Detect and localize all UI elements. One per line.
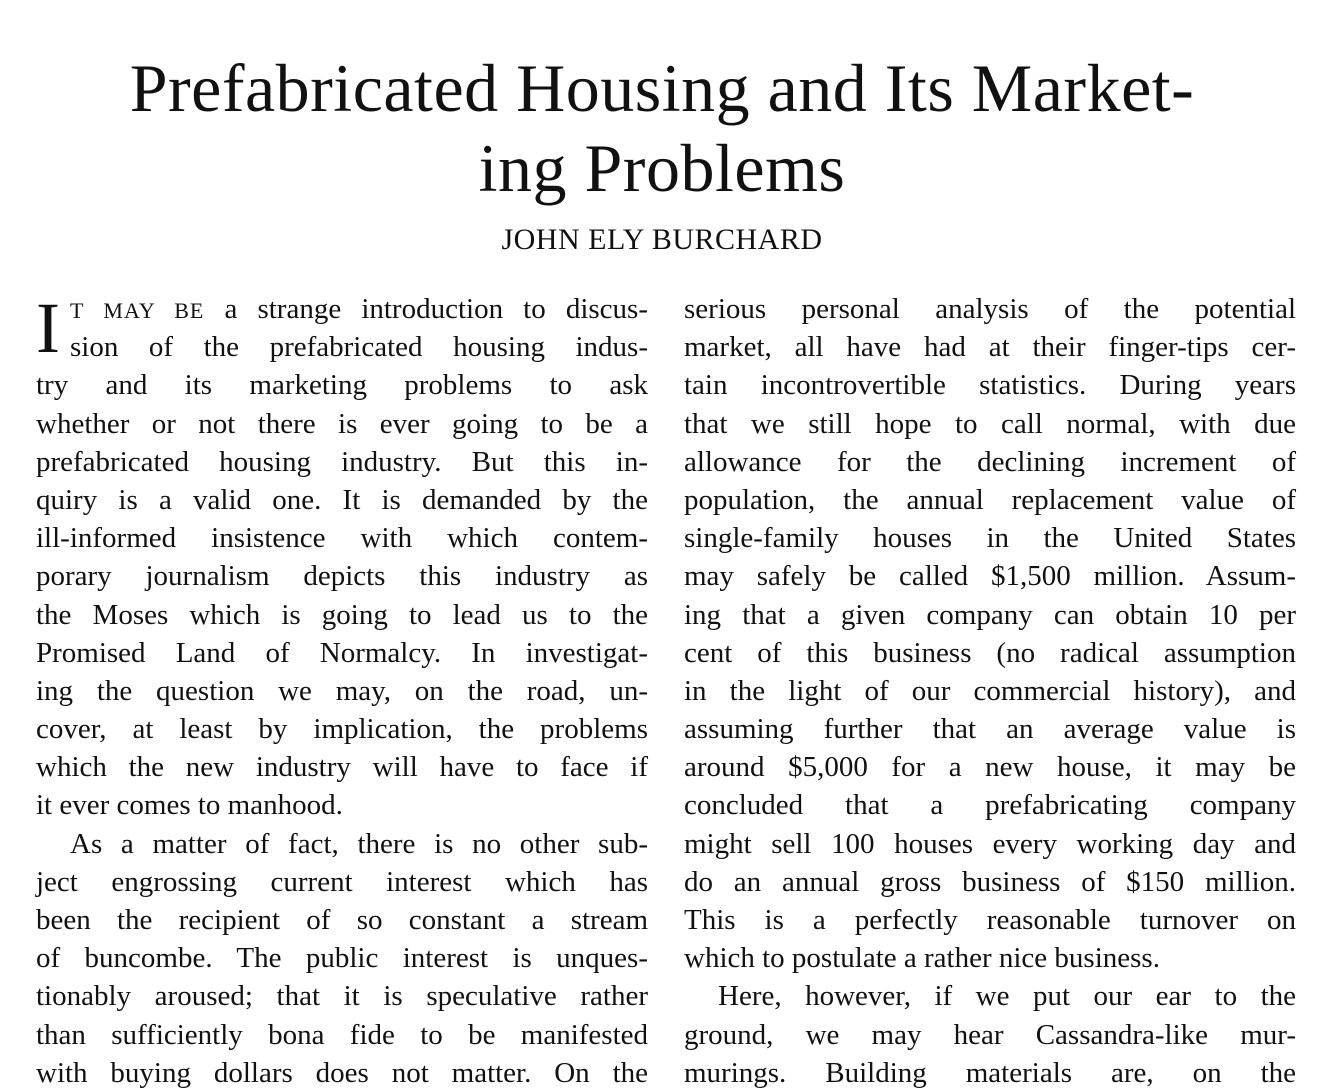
text-line: murings. Building materials are, on the [684,1056,1296,1089]
text-line: may safely be called $1,500 million. Assum- [684,560,1296,593]
text-line: porary journalism depicts this industry as [36,560,648,593]
text-line-rest: a strange introduction to discus- [224,293,648,325]
text-line: As a matter of fact, there is no other sub- [70,827,648,860]
text-line: single-family houses in the United States [684,522,1296,555]
text-line: prefabricated housing industry. But this in- [36,445,648,478]
text-line: ing the question we may, on the road, un- [36,674,648,707]
text-line: it ever comes to manhood. [36,789,343,822]
text-line: of buncombe. The public interest is unques- [36,942,648,975]
text-line: been the recipient of so constant a stream [36,904,648,936]
text-line: tionably aroused; that it is speculative rather [36,980,648,1013]
article-author: JOHN ELY BURCHARD [501,223,823,256]
text-line [36,290,648,328]
text-line: which the new industry will have to face if [36,751,648,784]
text-line: whether or not there is ever going to be a [36,407,648,440]
text-line: do an annual gross business of $150 million. [684,865,1296,898]
text-line: sion of the prefabricated housing indus- [70,331,648,364]
text-line: ing that a given company can obtain 10 per [684,598,1296,631]
title-line-1: Prefabricated Housing and Its Market- [129,50,1195,126]
text-line: ject engrossing current interest which has [36,865,648,898]
text-line: quiry is a valid one. It is demanded by the [36,483,648,516]
article-title [0,48,1324,208]
drop-cap: I [36,288,60,368]
text-line: concluded that a prefabricating company [684,789,1296,822]
text-line: population, the annual replacement value of [684,483,1296,516]
text-line: cover, at least by implication, the problems [36,713,648,746]
text-line: with buying dollars does not matter. On the [36,1056,648,1089]
text-line: serious personal analysis of the potential [684,293,1296,325]
text-line: in the light of our commercial history), and [684,674,1296,707]
text-line: Promised Land of Normalcy. In investigat- [36,636,648,669]
opening-small-caps: T MAY BE [70,298,205,323]
text-line: which to postulate a rather nice business. [684,942,1160,975]
text-line: Here, however, if we put our ear to the [718,980,1296,1013]
text-line: assuming further that an average value is [684,713,1296,746]
text-line: This is a perfectly reasonable turnover on [684,904,1296,936]
text-line: market, all have had at their finger-tips cer- [684,331,1296,364]
text-line: allowance for the declining increment of [684,445,1296,478]
text-line: cent of this business (no radical assumption [684,636,1296,669]
left-column [36,290,648,1092]
right-column [684,290,1296,1092]
text-line: ground, we may hear Cassandra-like mur- [684,1018,1296,1051]
text-line: might sell 100 houses every working day and [684,827,1296,860]
text-line: ill-informed insistence with which contem- [36,522,648,555]
text-line: tain incontrovertible statistics. During years [684,369,1296,402]
title-line-2: ing Problems [478,130,846,206]
text-line: that we still hope to call normal, with due [684,407,1296,440]
text-line: than sufficiently bona fide to be manifested [36,1018,648,1051]
text-line: the Moses which is going to lead us to the [36,598,648,631]
text-line: around $5,000 for a new house, it may be [684,751,1296,784]
text-line: try and its marketing problems to ask [36,369,648,402]
